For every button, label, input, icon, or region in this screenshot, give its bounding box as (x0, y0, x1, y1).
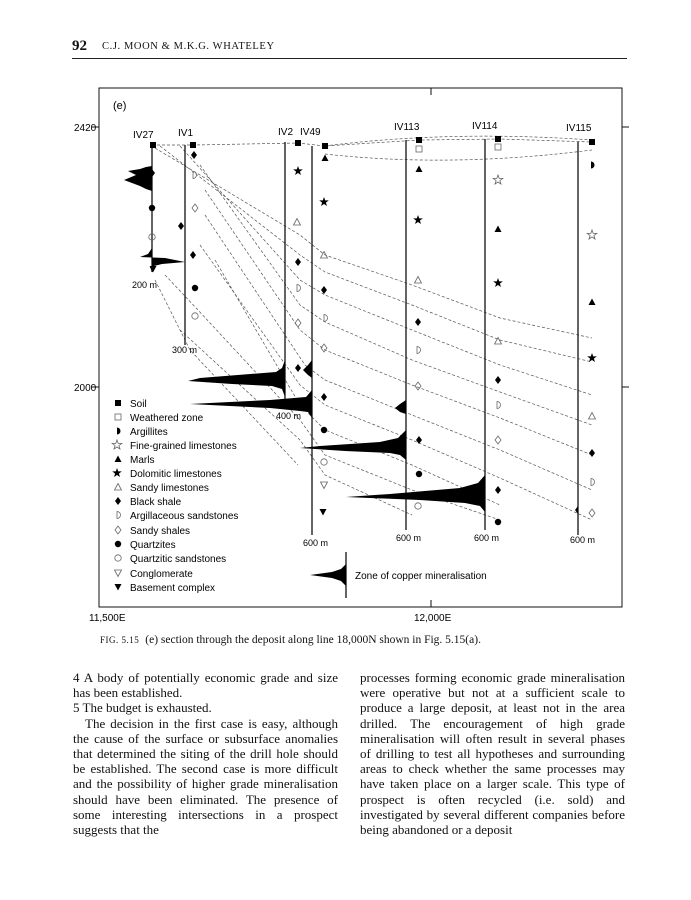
figure-caption (100, 634, 481, 646)
paragraph: The decision in the first case is easy, although the cause of the surface or subsurface anomalies that determined the siting of the drill hole should be established. The second case is more difficult and the possibility of higher grade mineralisation should have been eliminated. The presence of some interesting intersections in a prospect suggests that the (73, 715, 338, 838)
zone-legend-peak (310, 564, 346, 586)
hole-label-iv2: IV2 (278, 127, 294, 138)
y-label-2420: 2420 (74, 123, 97, 134)
paragraph: 5 The budget is exhausted. (73, 700, 212, 716)
hole-symbols (149, 136, 597, 525)
depth-label-iv113: 600 m (396, 533, 422, 543)
running-head: C.J. MOON & M.K.G. WHATELEY (102, 41, 275, 52)
mineralisation-peaks (124, 166, 578, 514)
correlation-lines (152, 136, 592, 520)
legend-weathered-zone: Weathered zone (130, 413, 204, 424)
paragraph: processes forming economic grade mineralisation were operative but not at a sufficient scale to produce a large deposit, at least not in the area drilled. The encouragement of high grade mineralisation will often result in several phases of drilling to test all hypotheses and surrounding areas to check whether the same processes may have taken place on a larger scale. This type of prospect is often recycled (i.e. sold) and investigated by several different companies before being abandoned or a deposit (360, 670, 625, 838)
panel-label: (e) (113, 100, 127, 112)
depth-label-iv1: 300 m (172, 345, 198, 355)
paragraph: 4 A body of potentially economic grade and size has been established. (73, 670, 338, 701)
legend-black-shale: Black shale (130, 497, 182, 508)
legend-sandy-shales: Sandy shales (130, 526, 191, 537)
hole-label-iv27: IV27 (133, 130, 154, 141)
hole-label-iv115: IV115 (566, 123, 592, 134)
zone-legend-label: Zone of copper mineralisation (355, 571, 487, 582)
legend-argillaceous-sandstones: Argillaceous sandstones (130, 511, 239, 522)
depth-label-iv115: 600 m (570, 535, 596, 545)
depth-label-iv2: 400 m (276, 411, 302, 421)
hole-labels (133, 121, 592, 141)
legend-conglomerate: Conglomerate (130, 569, 193, 580)
legend-basement-complex: Basement complex (130, 583, 216, 594)
hole-label-iv113: IV113 (394, 122, 420, 133)
hole-label-iv114: IV114 (472, 121, 498, 132)
legend-fine-grained-limestones: Fine-grained limestones (130, 441, 237, 452)
legend-soil: Soil (130, 399, 147, 410)
caption-text: (e) section through the deposit along line 18,000N shown in Fig. 5.15(a). (145, 634, 481, 646)
text-column-right (360, 670, 625, 837)
y-label-2000: 2000 (74, 383, 97, 394)
text-column-left (73, 670, 338, 837)
hole-label-iv1: IV1 (178, 128, 194, 139)
legend (112, 399, 238, 594)
legend-quartzites: Quartzites (130, 540, 176, 551)
legend-sandy-limestones: Sandy limestones (130, 483, 209, 494)
hole-label-iv49: IV49 (300, 127, 321, 138)
x-label-11500e: 11,500E (89, 613, 126, 624)
caption-label: FIG. 5.15 (100, 635, 140, 645)
depth-label-iv114: 600 m (474, 533, 500, 543)
depth-label-iv49: 600 m (303, 538, 329, 548)
x-label-12000e: 12,000E (414, 613, 452, 624)
legend-marls: Marls (130, 455, 155, 466)
zone-legend (310, 552, 487, 598)
depth-label-iv27: 200 m (132, 280, 158, 290)
page-number: 92 (72, 38, 87, 54)
legend-dolomitic-limestones: Dolomitic limestones (130, 469, 222, 480)
legend-quartzitic-sandstones: Quartzitic sandstones (130, 554, 227, 565)
legend-argillites: Argillites (130, 427, 168, 438)
